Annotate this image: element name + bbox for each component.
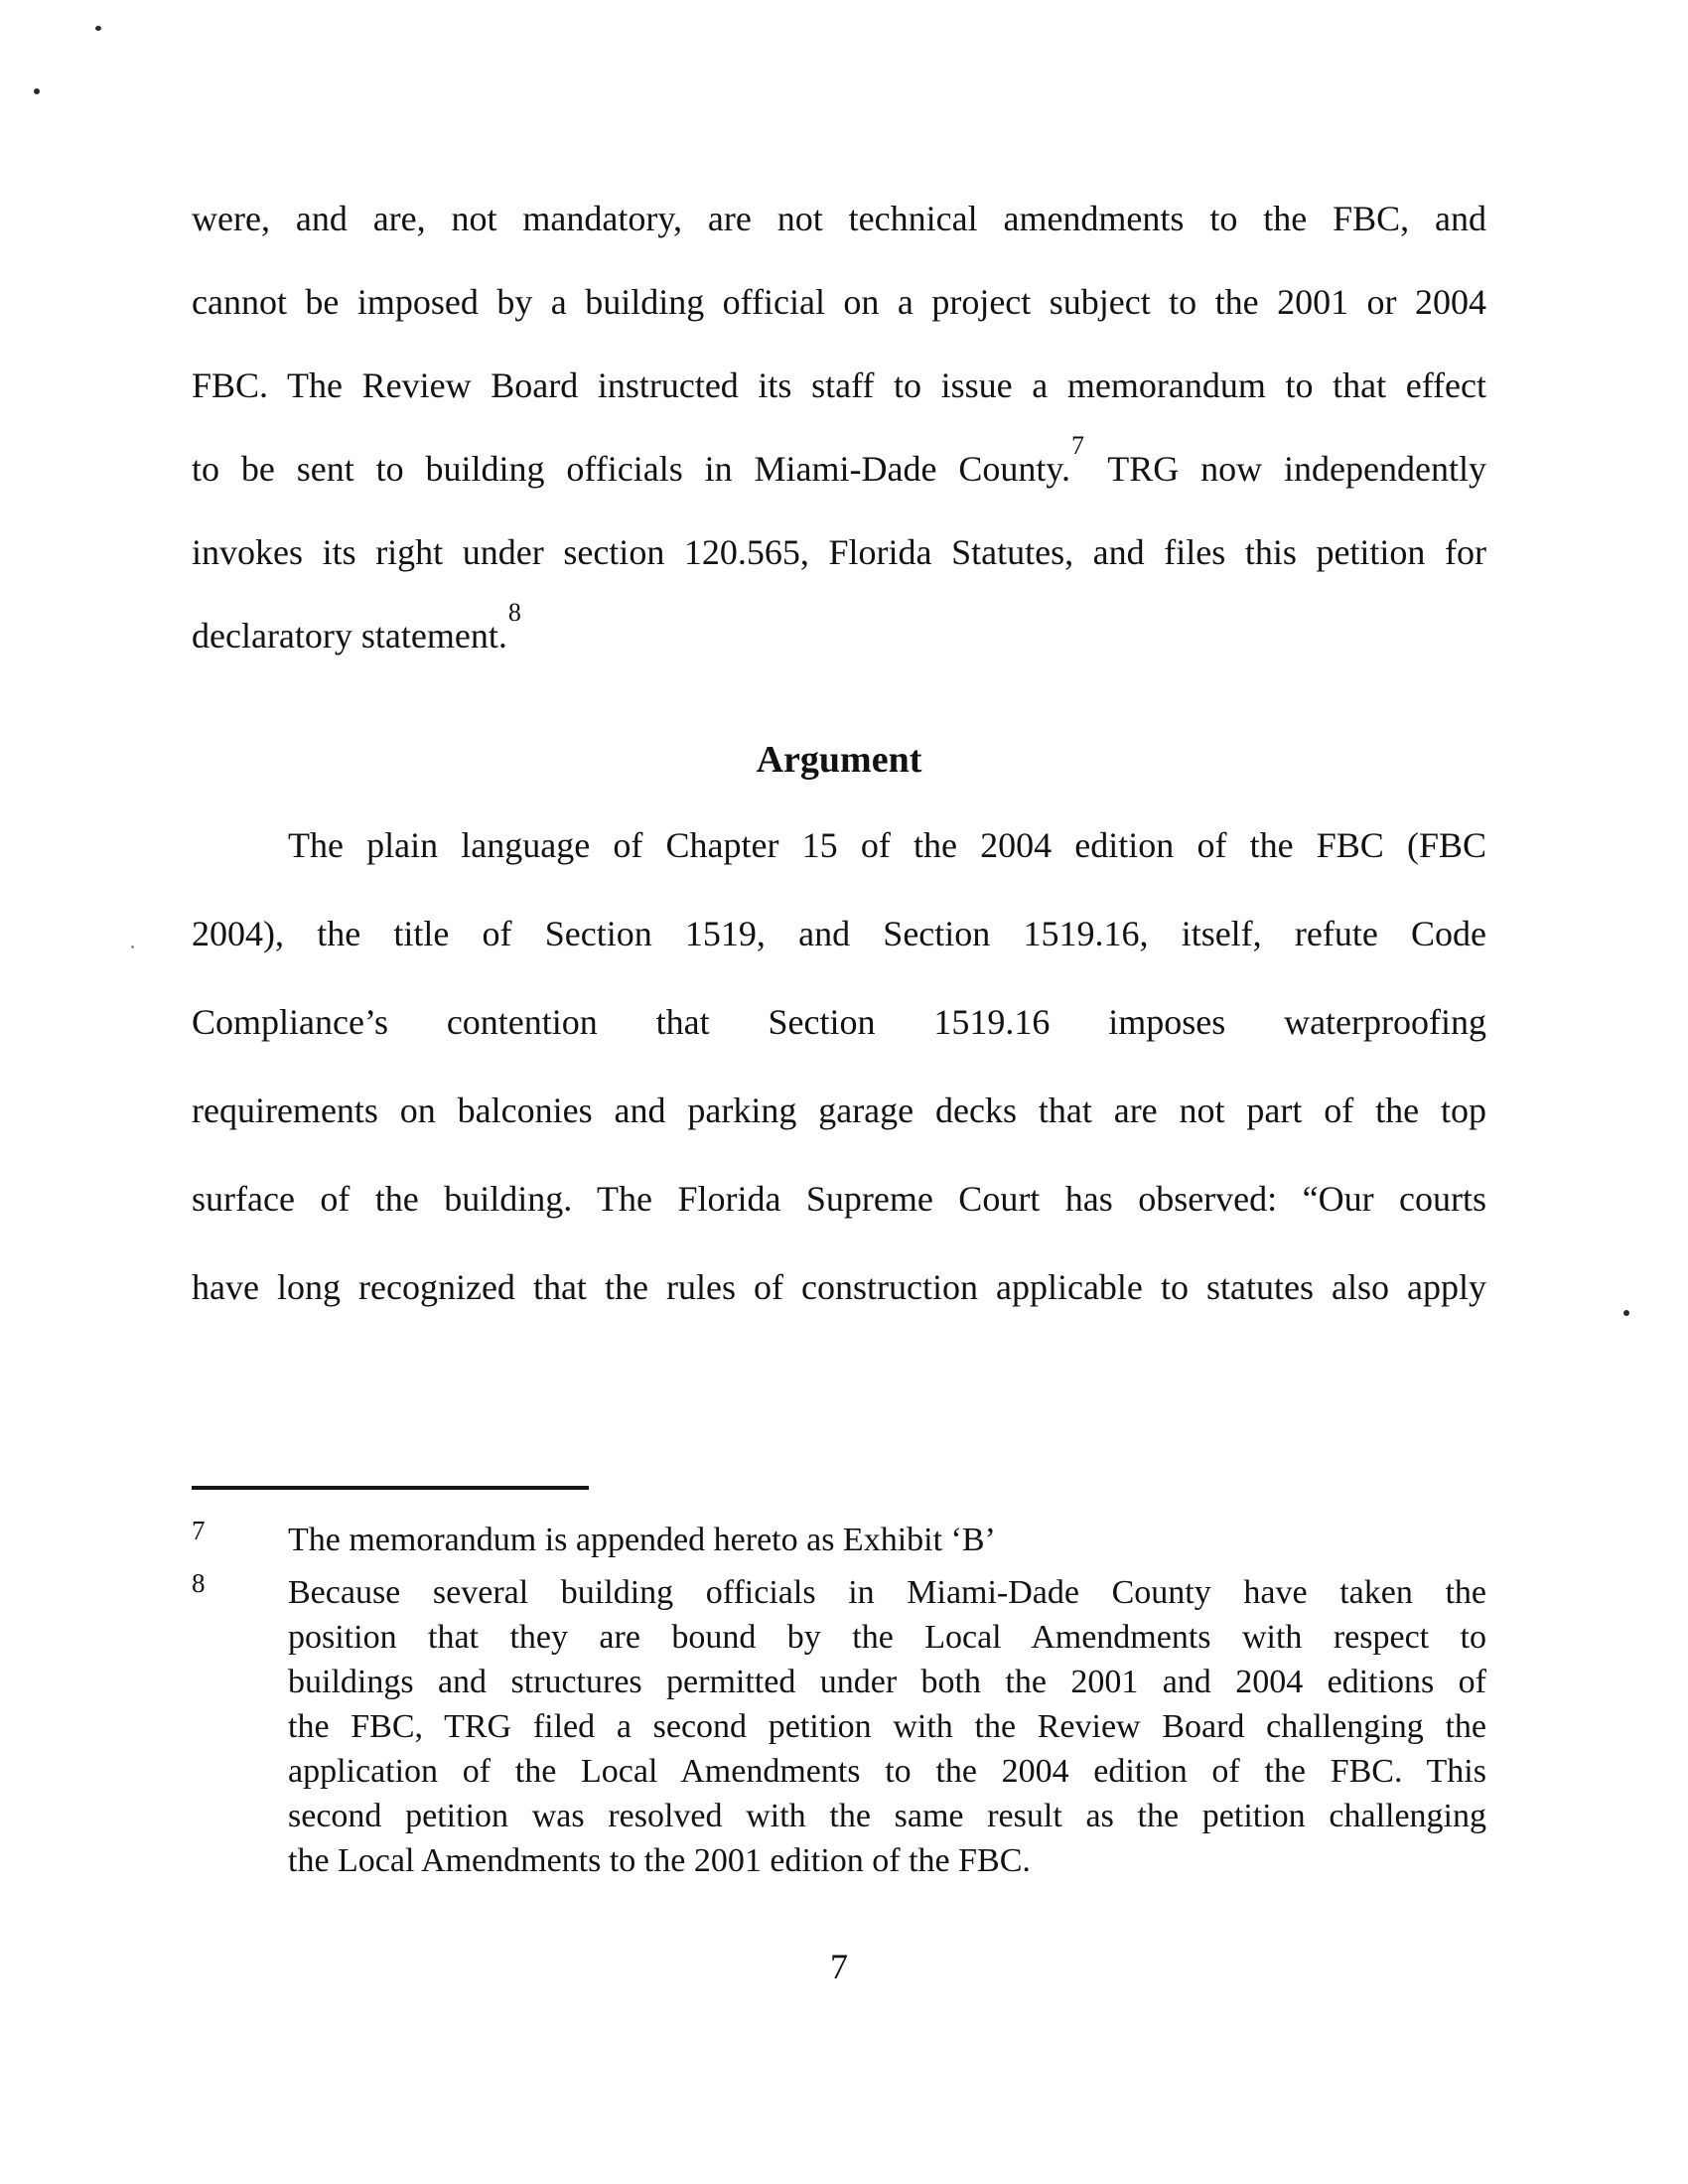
text-line: invokes its right under section 120.565, Florida Statutes, and files this petition for (192, 532, 1486, 572)
footnote-7-marker: 7 (192, 1516, 206, 1545)
text-segment: to be sent to building officials in Miami-Dade County. (192, 449, 1071, 489)
footnote-separator-rule (192, 1486, 589, 1490)
text-column (192, 0, 1486, 1989)
scan-speck (1623, 1310, 1629, 1316)
footnote-text-line: second petition was resolved with the same result as the petition challenging (288, 1798, 1486, 1834)
footnote-text-line: position that they are bound by the Local Amendments with respect to (288, 1619, 1486, 1656)
footnote-8-marker: 8 (192, 1568, 206, 1598)
footnote-text-line: the FBC, TRG filed a second petition with the Review Board challenging the (288, 1708, 1486, 1745)
text-line: have long recognized that the rules of construction applicable to statutes also apply (192, 1267, 1486, 1307)
page-number: 7 (830, 1947, 848, 1986)
footnote-text-line: The memorandum is appended hereto as Exhibit ‘B’ (288, 1522, 996, 1558)
text-line (192, 594, 1486, 677)
paragraph-2 (192, 801, 1486, 1332)
text-line: FBC. The Review Board instructed its staff to issue a memorandum to that effect (192, 365, 1486, 405)
scan-speck (34, 88, 40, 94)
paragraph-1 (192, 177, 1486, 677)
scan-speck (95, 26, 101, 31)
text-segment: TRG now independently (1107, 449, 1486, 489)
footnote-text-line: Because several building officials in Miami-Dade County have taken the (288, 1574, 1486, 1611)
text-line: surface of the building. The Florida Supreme Court has observed: “Our courts (192, 1179, 1486, 1219)
footnote-text-line: the Local Amendments to the 2001 edition of the FBC. (288, 1842, 1031, 1879)
text-line: were, and are, not mandatory, are not technical amendments to the FBC, and (192, 199, 1486, 238)
footnote-8 (192, 1570, 1486, 1883)
text-line: The plain language of Chapter 15 of the 2004 edition of the FBC (FBC (288, 825, 1486, 865)
text-line: requirements on balconies and parking garage decks that are not part of the top (192, 1091, 1486, 1130)
text-line: Compliance’s contention that Section 1519.16 imposes waterproofing (192, 1002, 1486, 1042)
footnote-ref-8: 8 (507, 598, 521, 627)
text-line (192, 427, 1486, 510)
text-line: cannot be imposed by a building official on a project subject to the 2001 or 2004 (192, 282, 1486, 322)
footnote-ref-7: 7 (1071, 431, 1085, 460)
section-heading: Argument (756, 739, 922, 781)
scan-speck (131, 946, 134, 948)
footnote-text-line: application of the Local Amendments to the 2004 edition of the FBC. This (288, 1753, 1486, 1790)
footnote-7 (192, 1518, 1486, 1562)
footnote-text-line: buildings and structures permitted under both the 2001 and 2004 editions of (288, 1664, 1486, 1700)
text-line: 2004), the title of Section 1519, and Section 1519.16, itself, refute Code (192, 914, 1486, 953)
text-segment: declaratory statement. (192, 616, 507, 655)
